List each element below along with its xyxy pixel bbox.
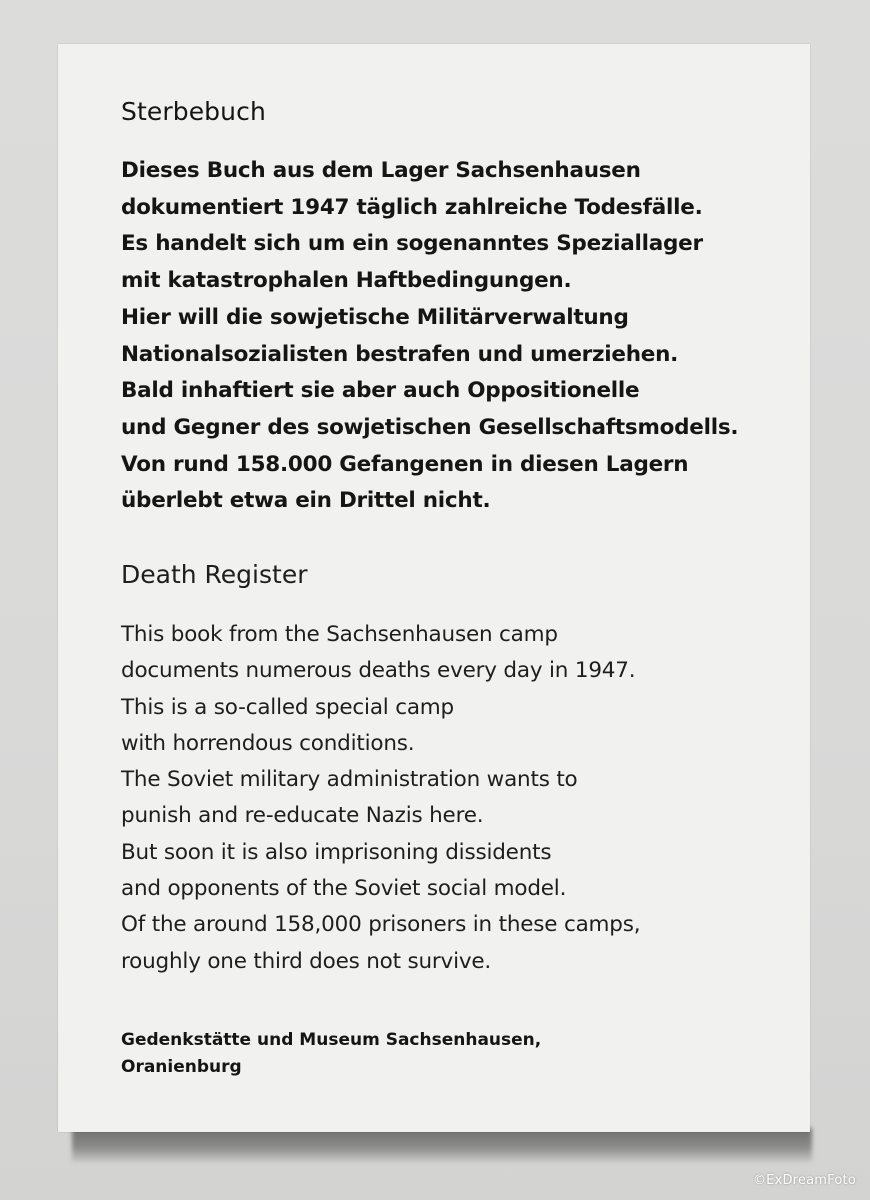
body-en-line: But soon it is also imprisoning dissidents	[121, 839, 552, 865]
credit-line: Gedenkstätte und Museum Sachsenhausen,	[121, 1030, 542, 1050]
body-en-line: The Soviet military administration wants to	[121, 767, 578, 793]
body-en-line: Of the around 158,000 prisoners in these camps,	[121, 912, 641, 938]
body-de-line: Hier will die sowjetische Militärverwaltung	[121, 304, 629, 330]
body-de-line: Dieses Buch aus dem Lager Sachsenhausen	[121, 158, 641, 183]
body-de-line: Es handelt sich um ein sogenanntes Speziallager	[121, 231, 703, 257]
body-text-english	[121, 617, 640, 980]
body-en-line: This is a so-called special camp	[121, 694, 454, 720]
body-en-line: documents numerous deaths every day in 1947.	[121, 658, 636, 684]
body-de-line: Nationalsozialisten bestrafen und umerziehen.	[121, 341, 679, 367]
museum-label-card	[58, 44, 810, 1132]
body-de-line: überlebt etwa ein Drittel nicht.	[121, 488, 491, 514]
title-german: Sterbebuch	[121, 97, 266, 126]
body-de-line: mit katastrophalen Haftbedingungen.	[121, 268, 572, 294]
museum-credit	[121, 1027, 541, 1081]
photo-watermark: ©ExDreamFoto	[752, 1173, 856, 1188]
body-en-line: with horrendous conditions.	[121, 730, 415, 756]
body-en-line: roughly one third does not survive.	[121, 948, 492, 974]
credit-line: Oranienburg	[121, 1057, 242, 1077]
title-english: Death Register	[121, 560, 308, 589]
body-text-german	[121, 153, 738, 520]
body-en-line: This book from the Sachsenhausen camp	[121, 622, 558, 647]
body-en-line: and opponents of the Soviet social model.	[121, 876, 567, 902]
body-de-line: und Gegner des sowjetischen Gesellschaftsmodells.	[121, 414, 739, 440]
body-de-line: Bald inhaftiert sie aber auch Oppositionelle	[121, 378, 640, 404]
body-en-line: punish and re-educate Nazis here.	[121, 803, 484, 829]
body-de-line: Von rund 158.000 Gefangenen in diesen Lagern	[121, 451, 689, 477]
sign-shadow	[72, 1128, 812, 1162]
body-de-line: dokumentiert 1947 täglich zahlreiche Todesfälle.	[121, 194, 703, 220]
